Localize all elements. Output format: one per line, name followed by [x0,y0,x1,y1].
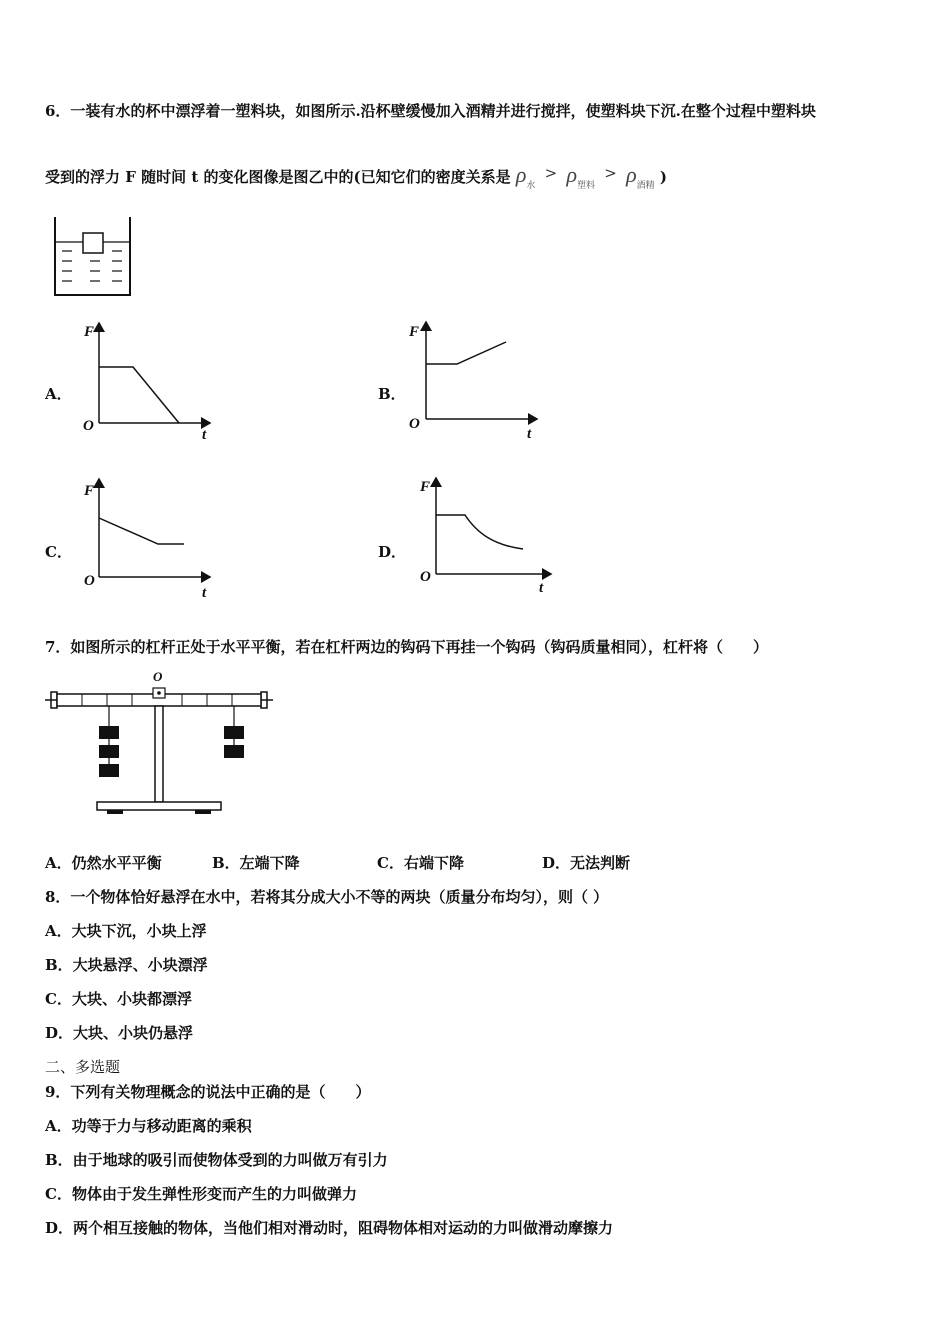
rho-symbol: ρ [626,162,637,187]
q8-option-a[interactable]: A．大块下沉，小块上浮 [45,922,207,940]
right-weight [224,726,244,739]
q8-option-b[interactable]: B．大块悬浮、小块漂浮 [45,956,208,974]
right-weight [224,745,244,758]
q7-option-a[interactable]: A．仍然水平平衡 [45,854,162,872]
cup-figure [50,215,140,300]
graph-curve [99,367,179,423]
lever-figure [45,668,275,818]
graph-curve [426,342,506,364]
rho-symbol: ρ [515,162,527,187]
q9-option-d[interactable]: D．两个相互接触的物体，当他们相对滑动时，阻碍物体相对运动的力叫做滑动摩擦力 [45,1219,614,1237]
plastic-block [83,233,103,253]
section-title: 二、多选题 [45,1058,121,1076]
pivot-label: O [153,669,163,684]
q6-option-c-label[interactable]: C． [45,543,72,561]
origin-label: O [83,418,94,434]
origin-label: O [84,573,95,589]
q6-stem-line2-text: 受到的浮力 F 随时间 t 的变化图像是图乙中的(已知它们的密度关系是 [45,168,511,186]
q6-stem-line1: 6．一装有水的杯中漂浮着一塑料块，如图所示.沿杯壁缓慢加入酒精并进行搅拌，使塑料块下沉.在整个过程中塑料块 [45,102,816,120]
q8-option-d[interactable]: D．大块、小块仍悬浮 [45,1024,194,1042]
stand-base [97,802,221,810]
y-axis-label: F [420,479,431,495]
graph-b [405,318,555,443]
q6-option-b-label[interactable]: B． [378,385,406,403]
q8-option-c[interactable]: C．大块、小块都漂浮 [45,990,192,1008]
q7-option-c[interactable]: C．右端下降 [377,854,464,872]
graph-d [415,475,565,600]
y-axis-label: F [84,324,95,340]
subscript-plastic: 塑料 [577,181,596,191]
graph-curve [99,518,184,544]
x-axis-label: t [202,427,207,443]
q9-option-a[interactable]: A．功等于力与移动距离的乘积 [45,1117,252,1135]
origin-label: O [420,569,431,585]
subscript-water: 水 [526,181,536,191]
graph-c [78,475,228,600]
x-axis-label: t [527,426,532,442]
left-weight [99,726,119,739]
origin-label: O [409,416,420,432]
rho-symbol: ρ [566,162,577,187]
graph-a [78,318,228,443]
y-axis-label: F [409,324,420,340]
pivot-point [157,691,161,695]
q7-option-b[interactable]: B．左端下降 [212,854,300,872]
y-axis-label: F [84,483,95,499]
q6-stem-close-paren: ) [659,168,667,186]
q6-stem-line2 [45,163,667,196]
q9-stem: 9．下列有关物理概念的说法中正确的是（ ） [45,1083,371,1101]
x-axis-label: t [202,585,207,601]
left-weight [99,745,119,758]
lever-right-knob [261,692,273,708]
q6-option-d-label[interactable]: D． [378,543,407,561]
q7-option-d[interactable]: D．无法判断 [542,854,631,872]
q9-option-c[interactable]: C．物体由于发生弹性形变而产生的力叫做弹力 [45,1185,357,1203]
graph-curve [436,515,523,549]
q7-stem: 7．如图所示的杠杆正处于水平平衡，若在杠杆两边的钩码下再挂一个钩码（钩码质量相同），杠杆将（ ） [45,638,768,656]
greater-than-sign: > [544,164,558,182]
lever-left-knob [45,692,57,708]
x-axis-label: t [539,580,544,596]
cup-outline [55,217,130,295]
stand-pole [155,706,163,802]
q6-option-a-label[interactable]: A． [45,385,72,403]
left-weight [99,764,119,777]
subscript-alcohol: 酒精 [636,181,655,191]
q9-option-b[interactable]: B．由于地球的吸引而使物体受到的力叫做万有引力 [45,1151,388,1169]
greater-than-sign: > [604,164,617,182]
q8-stem: 8．一个物体恰好悬浮在水中，若将其分成大小不等的两块（质量分布均匀），则（ ） [45,888,609,906]
